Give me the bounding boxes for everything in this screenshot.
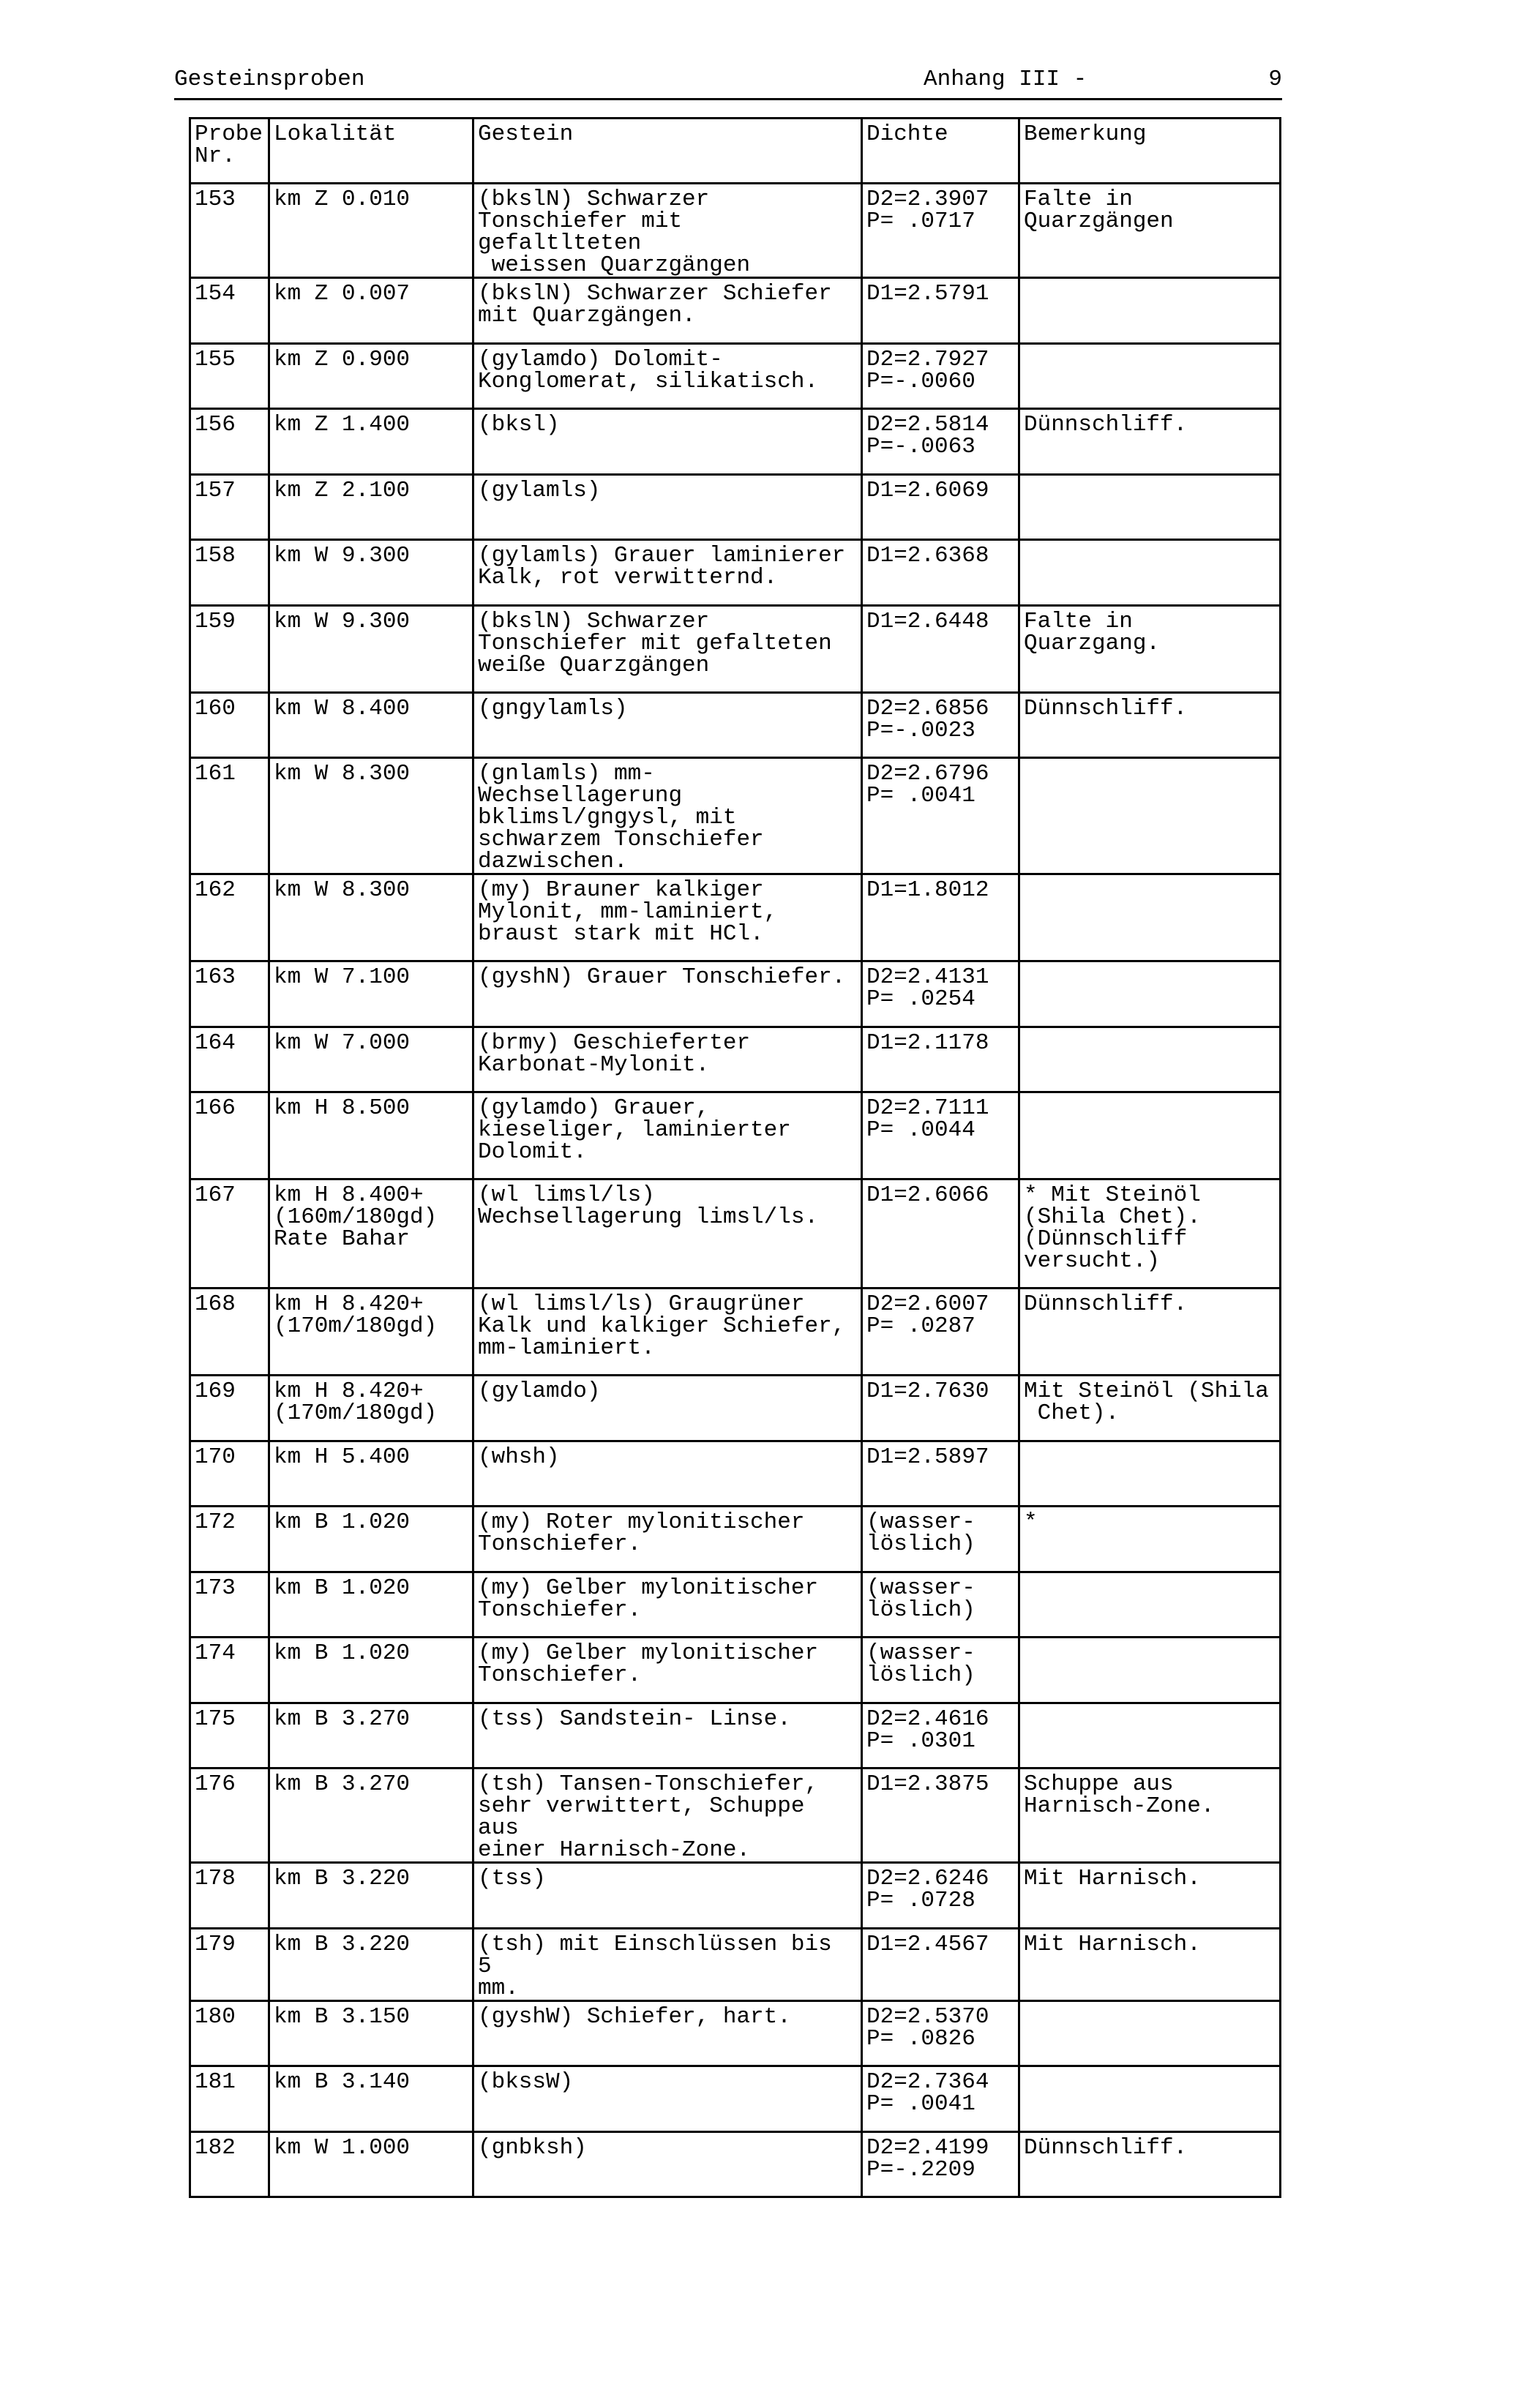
bemerkung-cell [1019, 540, 1281, 606]
table-row [190, 2066, 1281, 2132]
probe-nr-cell: 178 [190, 1863, 269, 1929]
probe-nr-cell: 179 [190, 1928, 269, 2000]
gestein-cell: (gyshN) Grauer Tonschiefer. [473, 961, 862, 1027]
table-row [190, 474, 1281, 540]
column-header-bemerkung: Bemerkung [1019, 119, 1281, 184]
lokalitaet-cell: km W 9.300 [269, 605, 473, 692]
bemerkung-cell: Dünnschliff. [1019, 692, 1281, 758]
lokalitaet-cell: km Z 1.400 [269, 409, 473, 475]
bemerkung-cell [1019, 874, 1281, 961]
bemerkung-cell: Dünnschliff. [1019, 2131, 1281, 2197]
table-header-row [190, 119, 1281, 184]
probe-nr-cell: 156 [190, 409, 269, 475]
probe-nr-cell: 164 [190, 1027, 269, 1092]
bemerkung-cell: Mit Steinöl (Shila Chet). [1019, 1376, 1281, 1441]
column-header-probe-nr: Probe Nr. [190, 119, 269, 184]
probe-nr-cell: 180 [190, 2000, 269, 2066]
table-row [190, 1572, 1281, 1638]
gestein-cell: (my) Gelber mylonitischer Tonschiefer. [473, 1572, 862, 1638]
gestein-cell: (gnlamls) mm- Wechsellagerung bklimsl/gngysl, mit schwarzem Tonschiefer dazwischen. [473, 758, 862, 874]
lokalitaet-cell: km B 1.020 [269, 1638, 473, 1703]
column-header-gestein: Gestein [473, 119, 862, 184]
table-row [190, 605, 1281, 692]
lokalitaet-cell: km H 8.420+ (170m/180gd) [269, 1376, 473, 1441]
lokalitaet-cell: km W 9.300 [269, 540, 473, 606]
probe-nr-cell: 167 [190, 1179, 269, 1289]
lokalitaet-cell: km W 8.300 [269, 758, 473, 874]
lokalitaet-cell: km W 8.400 [269, 692, 473, 758]
samples-table [189, 117, 1281, 2198]
probe-nr-cell: 182 [190, 2131, 269, 2197]
probe-nr-cell: 175 [190, 1703, 269, 1769]
lokalitaet-cell: km B 3.220 [269, 1928, 473, 2000]
table-row [190, 1027, 1281, 1092]
table-row [190, 1703, 1281, 1769]
bemerkung-cell: Mit Harnisch. [1019, 1928, 1281, 2000]
lokalitaet-cell: km H 8.400+ (160m/180gd) Rate Bahar [269, 1179, 473, 1289]
dichte-cell: D1=2.3875 [862, 1769, 1019, 1863]
bemerkung-cell: Dünnschliff. [1019, 1289, 1281, 1376]
bemerkung-cell [1019, 1027, 1281, 1092]
gestein-cell: (bkssW) [473, 2066, 862, 2132]
gestein-cell: (bksl) [473, 409, 862, 475]
table-row [190, 758, 1281, 874]
lokalitaet-cell: km B 3.220 [269, 1863, 473, 1929]
table-row [190, 1092, 1281, 1179]
dichte-cell: D1=1.8012 [862, 874, 1019, 961]
lokalitaet-cell: km Z 0.010 [269, 184, 473, 278]
probe-nr-cell: 154 [190, 278, 269, 344]
gestein-cell: (gylamdo) Grauer, kieseliger, laminierter Dolomit. [473, 1092, 862, 1179]
lokalitaet-cell: km H 5.400 [269, 1441, 473, 1507]
header-title: Gesteinsproben [174, 67, 365, 92]
dichte-cell: (wasser- löslich) [862, 1638, 1019, 1703]
dichte-cell: D1=2.6368 [862, 540, 1019, 606]
probe-nr-cell: 162 [190, 874, 269, 961]
dichte-cell: (wasser- löslich) [862, 1572, 1019, 1638]
probe-nr-cell: 168 [190, 1289, 269, 1376]
dichte-cell: D1=2.7630 [862, 1376, 1019, 1441]
table-row [190, 874, 1281, 961]
table-row [190, 1507, 1281, 1572]
lokalitaet-cell: km B 3.150 [269, 2000, 473, 2066]
dichte-cell: D2=2.6246 P= .0728 [862, 1863, 1019, 1929]
dichte-cell: D1=2.6069 [862, 474, 1019, 540]
gestein-cell: (tss) [473, 1863, 862, 1929]
gestein-cell: (bkslN) Schwarzer Schiefer mit Quarzgängen. [473, 278, 862, 344]
bemerkung-cell: Falte in Quarzgang. [1019, 605, 1281, 692]
table-row [190, 1928, 1281, 2000]
dichte-cell: D2=2.5814 P=-.0063 [862, 409, 1019, 475]
gestein-cell: (bkslN) Schwarzer Tonschiefer mit gefaltlteten weissen Quarzgängen [473, 184, 862, 278]
bemerkung-cell [1019, 278, 1281, 344]
dichte-cell: D2=2.4616 P= .0301 [862, 1703, 1019, 1769]
gestein-cell: (gylamls) [473, 474, 862, 540]
probe-nr-cell: 160 [190, 692, 269, 758]
dichte-cell: D2=2.6007 P= .0287 [862, 1289, 1019, 1376]
table-row [190, 2000, 1281, 2066]
table-row [190, 184, 1281, 278]
dichte-cell: (wasser- löslich) [862, 1507, 1019, 1572]
dichte-cell: D2=2.7111 P= .0044 [862, 1092, 1019, 1179]
lokalitaet-cell: km W 1.000 [269, 2131, 473, 2197]
lokalitaet-cell: km H 8.420+ (170m/180gd) [269, 1289, 473, 1376]
probe-nr-cell: 158 [190, 540, 269, 606]
table-row [190, 343, 1281, 409]
gestein-cell: (gyshW) Schiefer, hart. [473, 2000, 862, 2066]
dichte-cell: D2=2.4131 P= .0254 [862, 961, 1019, 1027]
bemerkung-cell [1019, 1703, 1281, 1769]
probe-nr-cell: 176 [190, 1769, 269, 1863]
header-annex: Anhang III - [924, 67, 1087, 92]
gestein-cell: (my) Gelber mylonitischer Tonschiefer. [473, 1638, 862, 1703]
dichte-cell: D1=2.4567 [862, 1928, 1019, 2000]
gestein-cell: (gngylamls) [473, 692, 862, 758]
bemerkung-cell [1019, 1572, 1281, 1638]
page-header [174, 64, 1282, 100]
bemerkung-cell: Falte in Quarzgängen [1019, 184, 1281, 278]
probe-nr-cell: 159 [190, 605, 269, 692]
probe-nr-cell: 157 [190, 474, 269, 540]
gestein-cell: (gylamls) Grauer laminierer Kalk, rot verwitternd. [473, 540, 862, 606]
lokalitaet-cell: km Z 2.100 [269, 474, 473, 540]
bemerkung-cell: Dünnschliff. [1019, 409, 1281, 475]
gestein-cell: (my) Roter mylonitischer Tonschiefer. [473, 1507, 862, 1572]
dichte-cell: D2=2.5370 P= .0826 [862, 2000, 1019, 2066]
probe-nr-cell: 172 [190, 1507, 269, 1572]
probe-nr-cell: 166 [190, 1092, 269, 1179]
probe-nr-cell: 181 [190, 2066, 269, 2132]
gestein-cell: (gylamdo) Dolomit- Konglomerat, silikatisch. [473, 343, 862, 409]
lokalitaet-cell: km W 7.000 [269, 1027, 473, 1092]
table-row [190, 1441, 1281, 1507]
column-header-dichte: Dichte [862, 119, 1019, 184]
lokalitaet-cell: km W 7.100 [269, 961, 473, 1027]
dichte-cell: D2=2.6796 P= .0041 [862, 758, 1019, 874]
gestein-cell: (tsh) Tansen-Tonschiefer, sehr verwittert, Schuppe aus einer Harnisch-Zone. [473, 1769, 862, 1863]
bemerkung-cell: Schuppe aus Harnisch-Zone. [1019, 1769, 1281, 1863]
gestein-cell: (wl limsl/ls) Wechsellagerung limsl/ls. [473, 1179, 862, 1289]
table-row [190, 1376, 1281, 1441]
bemerkung-cell [1019, 1441, 1281, 1507]
lokalitaet-cell: km Z 0.007 [269, 278, 473, 344]
dichte-cell: D2=2.6856 P=-.0023 [862, 692, 1019, 758]
bemerkung-cell [1019, 961, 1281, 1027]
dichte-cell: D2=2.3907 P= .0717 [862, 184, 1019, 278]
probe-nr-cell: 153 [190, 184, 269, 278]
gestein-cell: (gnbksh) [473, 2131, 862, 2197]
page-number: 9 [1268, 67, 1282, 92]
bemerkung-cell [1019, 1092, 1281, 1179]
gestein-cell: (tss) Sandstein- Linse. [473, 1703, 862, 1769]
probe-nr-cell: 174 [190, 1638, 269, 1703]
dichte-cell: D1=2.5897 [862, 1441, 1019, 1507]
gestein-cell: (tsh) mit Einschlüssen bis 5 mm. [473, 1928, 862, 2000]
probe-nr-cell: 170 [190, 1441, 269, 1507]
lokalitaet-cell: km B 3.140 [269, 2066, 473, 2132]
table-row [190, 409, 1281, 475]
lokalitaet-cell: km Z 0.900 [269, 343, 473, 409]
table-row [190, 1863, 1281, 1929]
gestein-cell: (wl limsl/ls) Graugrüner Kalk und kalkiger Schiefer, mm-laminiert. [473, 1289, 862, 1376]
bemerkung-cell: * [1019, 1507, 1281, 1572]
lokalitaet-cell: km H 8.500 [269, 1092, 473, 1179]
gestein-cell: (my) Brauner kalkiger Mylonit, mm-laminiert, braust stark mit HCl. [473, 874, 862, 961]
dichte-cell: D1=2.6448 [862, 605, 1019, 692]
table-row [190, 961, 1281, 1027]
bemerkung-cell [1019, 2000, 1281, 2066]
table-row [190, 1179, 1281, 1289]
probe-nr-cell: 155 [190, 343, 269, 409]
bemerkung-cell [1019, 758, 1281, 874]
table-row [190, 1769, 1281, 1863]
table-row [190, 1638, 1281, 1703]
lokalitaet-cell: km B 1.020 [269, 1507, 473, 1572]
lokalitaet-cell: km B 1.020 [269, 1572, 473, 1638]
bemerkung-cell [1019, 474, 1281, 540]
gestein-cell: (bkslN) Schwarzer Tonschiefer mit gefalteten weiße Quarzgängen [473, 605, 862, 692]
probe-nr-cell: 173 [190, 1572, 269, 1638]
dichte-cell: D1=2.1178 [862, 1027, 1019, 1092]
lokalitaet-cell: km W 8.300 [269, 874, 473, 961]
dichte-cell: D2=2.4199 P=-.2209 [862, 2131, 1019, 2197]
probe-nr-cell: 161 [190, 758, 269, 874]
gestein-cell: (gylamdo) [473, 1376, 862, 1441]
column-header-lokalitaet: Lokalität [269, 119, 473, 184]
bemerkung-cell [1019, 1638, 1281, 1703]
table-row [190, 540, 1281, 606]
table-row [190, 692, 1281, 758]
lokalitaet-cell: km B 3.270 [269, 1769, 473, 1863]
bemerkung-cell [1019, 2066, 1281, 2132]
lokalitaet-cell: km B 3.270 [269, 1703, 473, 1769]
bemerkung-cell: * Mit Steinöl (Shila Chet). (Dünnschliff versucht.) [1019, 1179, 1281, 1289]
dichte-cell: D1=2.5791 [862, 278, 1019, 344]
table-row [190, 2131, 1281, 2197]
dichte-cell: D2=2.7927 P=-.0060 [862, 343, 1019, 409]
dichte-cell: D2=2.7364 P= .0041 [862, 2066, 1019, 2132]
table-row [190, 278, 1281, 344]
gestein-cell: (whsh) [473, 1441, 862, 1507]
bemerkung-cell: Mit Harnisch. [1019, 1863, 1281, 1929]
bemerkung-cell [1019, 343, 1281, 409]
dichte-cell: D1=2.6066 [862, 1179, 1019, 1289]
gestein-cell: (brmy) Geschieferter Karbonat-Mylonit. [473, 1027, 862, 1092]
probe-nr-cell: 163 [190, 961, 269, 1027]
probe-nr-cell: 169 [190, 1376, 269, 1441]
table-row [190, 1289, 1281, 1376]
